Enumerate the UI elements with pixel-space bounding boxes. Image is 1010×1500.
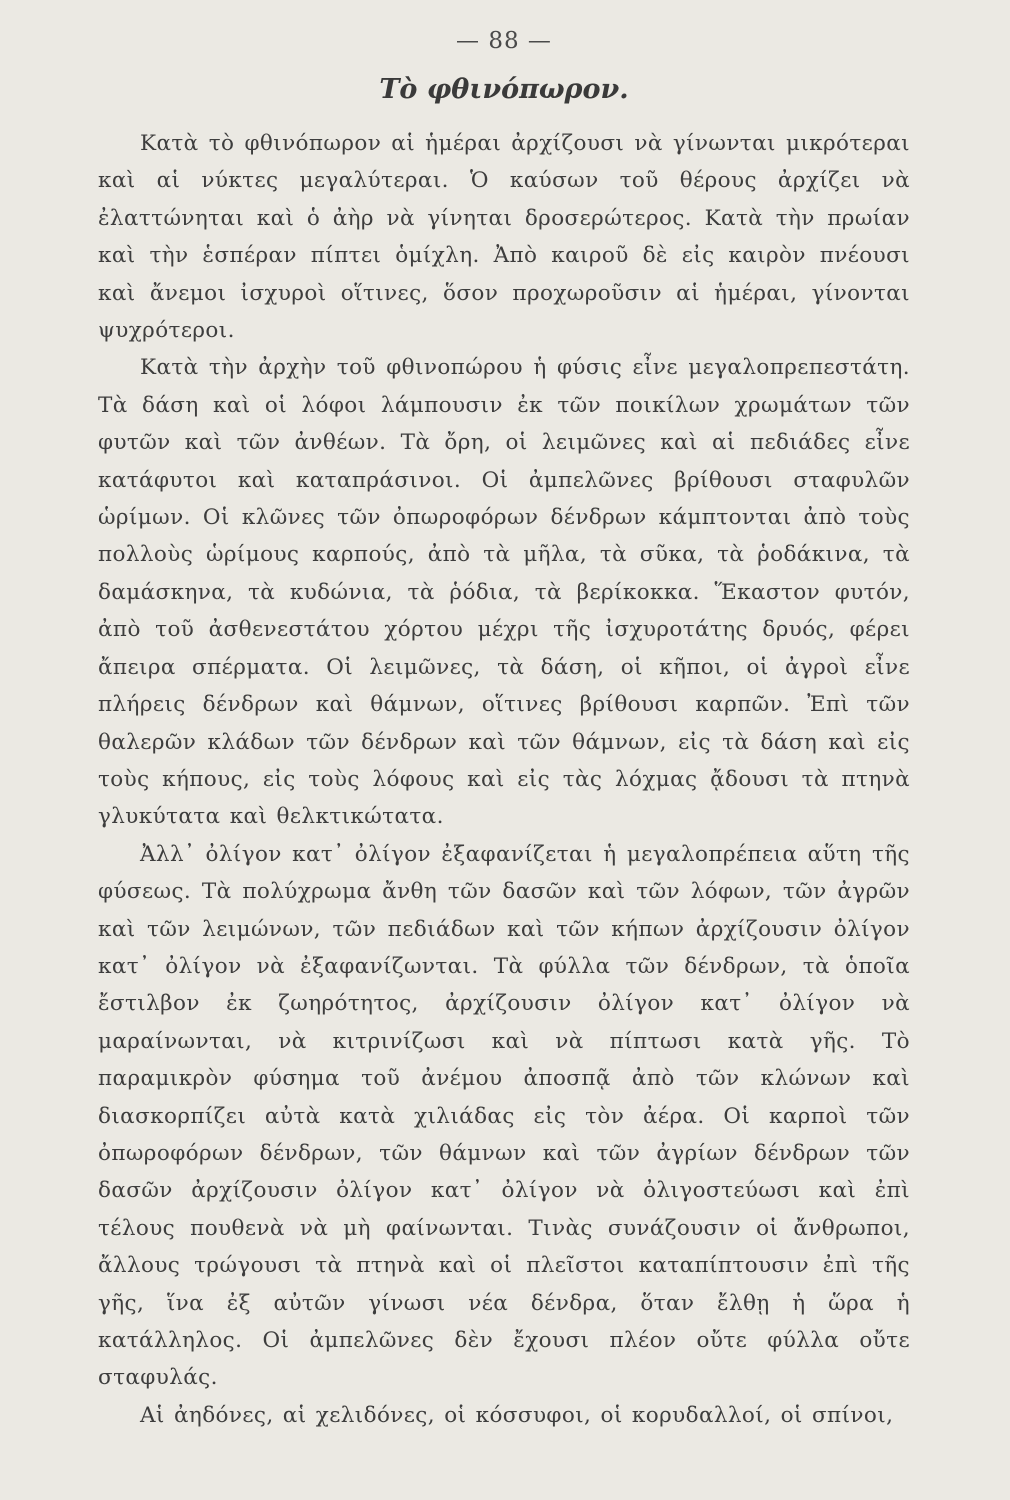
paragraph-1: Κατὰ τὸ φθινόπωρον αἱ ἡμέραι ἀρχίζουσι νὰ γίνωνται μικρότεραι καὶ αἱ νύκτες μεγαλύτεραι. Ὁ καύσων τοῦ θέρους ἀρχίζει νὰ ἐλαττώνηται καὶ ὁ ἀὴρ νὰ γίνηται δροσερώτερος. Κατὰ τὴν πρωίαν καὶ τὴν ἑσπέραν πίπτει ὁμίχλη. Ἀπὸ καιροῦ δὲ εἰς καιρὸν πνέουσι καὶ ἄνεμοι ἰσχυροὶ οἵτινες, ὅσον προχωροῦσιν αἱ ἡμέραι, γίνονται ψυχρότεροι. (98, 131, 910, 344)
paragraph-4: Αἱ ἀηδόνες, αἱ χελιδόνες, οἱ κόσσυφοι, οἱ κορυδαλλοί, οἱ σπίνοι, (140, 1402, 894, 1428)
page-number: — 88 — (456, 28, 552, 54)
paragraph-2: Κατὰ τὴν ἀρχὴν τοῦ φθινοπώρου ἡ φύσις εἶνε μεγαλοπρεπεστάτη. Τὰ δάση καὶ οἱ λόφοι λάμπουσιν ἐκ τῶν ποικίλων χρωμάτων τῶν φυτῶν καὶ τῶν ἀνθέων. Τὰ ὄρη, οἱ λειμῶνες καὶ αἱ πεδιάδες εἶνε κατάφυτοι καὶ καταπράσινοι. Οἱ ἀμπελῶνες βρίθουσι σταφυλῶν ὡρίμων. Οἱ κλῶνες τῶν ὀπωροφόρων δένδρων κάμπτονται ἀπὸ τοὺς πολλοὺς ὡρίμους καρπούς, ἀπὸ τὰ μῆλα, τὰ σῦκα, τὰ ῥοδάκινα, τὰ δαμάσκηνα, τὰ κυδώνια, τὰ ῥόδια, τὰ βερίκοκκα. Ἕκαστον φυτόν, ἀπὸ τοῦ ἀσθενεστάτου χόρτου μέχρι τῆς ἰσχυροτάτης δρυός, φέρει ἄπειρα σπέρματα. Οἱ λειμῶνες, τὰ δάση, οἱ κῆποι, οἱ ἀγροὶ εἶνε πλήρεις δένδρων καὶ θάμνων, οἵτινες βρίθουσι καρπῶν. Ἐπὶ τῶν θαλερῶν κλάδων τῶν δένδρων καὶ τῶν θάμνων, εἰς τὰ δάση καὶ εἰς τοὺς κήπους, εἰς τοὺς λόφους καὶ εἰς τὰς λόχμας ᾄδουσι τὰ πτηνὰ γλυκύτατα καὶ θελκτικώτατα. (98, 355, 910, 830)
body-text (98, 125, 910, 1434)
chapter-title: Τὸ φθινόπωρον. (379, 74, 629, 105)
paragraph-3: Ἀλλ᾽ ὀλίγον κατ᾽ ὀλίγον ἐξαφανίζεται ἡ μεγαλοπρέπεια αὕτη τῆς φύσεως. Τὰ πολύχρωμα ἄνθη τῶν δασῶν καὶ τῶν λόφων, τῶν ἀγρῶν καὶ τῶν λειμώνων, τῶν πεδιάδων καὶ τῶν κήπων ἀρχίζουσιν ὀλίγον κατ᾽ ὀλίγον νὰ ἐξαφανίζωνται. Τὰ φύλλα τῶν δένδρων, τὰ ὁποῖα ἔστιλβον ἐκ ζωηρότητος, ἀρχίζουσιν ὀλίγον κατ᾽ ὀλίγον νὰ μαραίνωνται, νὰ κιτρινίζωσι καὶ νὰ πίπτωσι κατὰ γῆς. Τὸ παραμικρὸν φύσημα τοῦ ἀνέμου ἀποσπᾷ ἀπὸ τῶν κλώνων καὶ διασκορπίζει αὐτὰ κατὰ χιλιάδας εἰς τὸν ἀέρα. Οἱ καρποὶ τῶν ὀπωροφόρων δένδρων, τῶν θάμνων καὶ τῶν ἀγρίων δένδρων τῶν δασῶν ἀρχίζουσιν ὀλίγον κατ᾽ ὀλίγον νὰ ὀλιγοστεύωσι καὶ ἐπὶ τέλους πουθενὰ νὰ μὴ φαίνωνται. Τινὰς συνάζουσιν οἱ ἄνθρωποι, ἄλλους τρώγουσι τὰ πτηνὰ καὶ οἱ πλεῖστοι καταπίπτουσιν ἐπὶ τῆς γῆς, ἵνα ἐξ αὐτῶν γίνωσι νέα δένδρα, ὅταν ἔλθῃ ἡ ὥρα ἡ κατάλληλος. Οἱ ἀμπελῶνες δὲν ἔχουσι πλέον οὔτε φύλλα οὔτε σταφυλάς. (98, 841, 910, 1391)
